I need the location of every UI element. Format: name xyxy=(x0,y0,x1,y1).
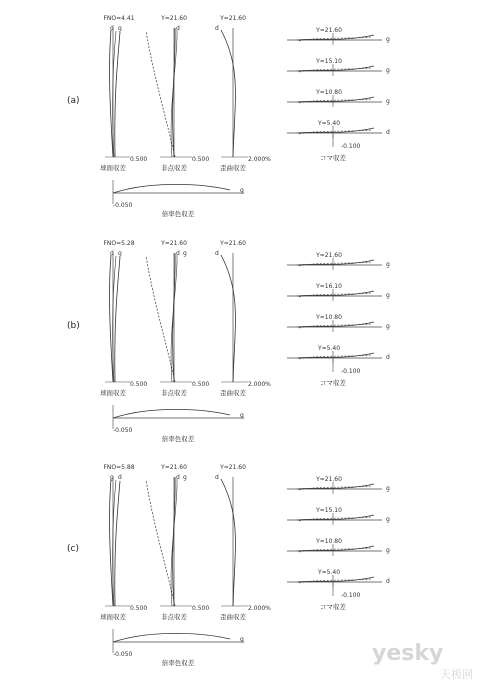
watermark-subtext: 天极网 xyxy=(440,668,473,681)
coma-curve-label: g xyxy=(386,323,390,330)
spherical-header: FNO=5.88 xyxy=(103,464,135,471)
spherical-curve-g xyxy=(115,32,120,157)
astigmatism-meridional xyxy=(146,480,175,606)
coma-height-label: Y=21.60 xyxy=(316,476,342,483)
spherical-tick: 0.500 xyxy=(130,605,148,612)
spherical-curve-label: g xyxy=(118,25,122,32)
distortion-caption: 歪曲収差 xyxy=(220,613,246,621)
panel-c xyxy=(67,464,390,667)
astigmatism-tick: 0.500 xyxy=(192,381,210,388)
distortion-curve-label: d xyxy=(215,250,219,257)
coma-height-label: Y=15.10 xyxy=(316,507,342,514)
astigmatism-tick: 0.500 xyxy=(192,156,210,163)
astigmatism-curve-label: g xyxy=(183,250,187,257)
panel-b xyxy=(67,240,390,443)
lateral-color-tick: -0.050 xyxy=(113,202,133,209)
astigmatism-caption: 非点収差 xyxy=(161,389,187,397)
spherical-tick: 0.500 xyxy=(130,156,148,163)
coma-height-label: Y=15.10 xyxy=(316,58,342,65)
astigmatism-meridional xyxy=(146,31,175,157)
lateral-color-caption: 倍率色収差 xyxy=(161,659,195,667)
spherical-curve-label: g xyxy=(110,474,114,481)
coma-curve-label: d xyxy=(386,129,390,136)
lateral-color-curve-label: g xyxy=(240,412,244,419)
distortion-caption: 歪曲収差 xyxy=(220,164,246,172)
watermark-logo xyxy=(372,641,473,681)
coma-height-label: Y=5.40 xyxy=(317,120,341,127)
coma-height-label: Y=10.80 xyxy=(316,89,342,96)
spherical-header: FNO=5.28 xyxy=(103,240,135,247)
coma-curve-label: g xyxy=(386,485,390,492)
distortion-tick: 2.000% xyxy=(248,156,271,163)
coma-curve-label: g xyxy=(386,547,390,554)
astigmatism-curve-label: d xyxy=(176,250,180,257)
lateral-color-caption: 倍率色収差 xyxy=(161,210,195,218)
coma-curve-label: d xyxy=(386,354,390,361)
coma-height-label: Y=10.80 xyxy=(316,314,342,321)
astigmatism-curve-label: d xyxy=(176,25,180,32)
coma-curve-label: g xyxy=(386,67,390,74)
astigmatism-header: Y=21.60 xyxy=(161,15,187,22)
panel-label: (c) xyxy=(67,544,79,554)
coma-curve-label: d xyxy=(386,578,390,585)
coma-height-label: Y=21.60 xyxy=(316,252,342,259)
coma-caption: コマ収差 xyxy=(320,603,346,611)
coma-tick: -0.100 xyxy=(341,368,361,375)
astigmatism-curve-label: d xyxy=(176,474,180,481)
lateral-color-caption: 倍率色収差 xyxy=(161,435,195,443)
lateral-color-tick: -0.050 xyxy=(113,427,133,434)
spherical-caption: 球面収差 xyxy=(100,389,126,397)
coma-height-label: Y=10.80 xyxy=(316,538,342,545)
spherical-header: FNO=4.41 xyxy=(103,15,135,22)
lateral-color-curve-g xyxy=(113,184,230,193)
coma-curve-label: g xyxy=(386,516,390,523)
panel-label: (a) xyxy=(67,96,80,106)
panel-a xyxy=(67,15,390,218)
astigmatism-tick: 0.500 xyxy=(192,605,210,612)
coma-caption: コマ収差 xyxy=(320,154,346,162)
panel-label: (b) xyxy=(67,321,80,331)
astigmatism-header: Y=21.60 xyxy=(161,240,187,247)
spherical-curve-label: g xyxy=(118,250,122,257)
distortion-curve-label: d xyxy=(215,474,219,481)
astigmatism-curve-label: g xyxy=(183,474,187,481)
astigmatism-header: Y=21.60 xyxy=(161,464,187,471)
spherical-curve-g xyxy=(115,257,120,382)
coma-height-label: Y=21.60 xyxy=(316,27,342,34)
coma-curve-label: g xyxy=(386,36,390,43)
spherical-caption: 球面収差 xyxy=(100,164,126,172)
lateral-color-curve-g xyxy=(113,633,230,642)
coma-tick: -0.100 xyxy=(341,592,361,599)
distortion-caption: 歪曲収差 xyxy=(220,389,246,397)
distortion-curve-label: d xyxy=(215,25,219,32)
distortion-header: Y=21.60 xyxy=(220,240,246,247)
lateral-color-curve-label: g xyxy=(240,187,244,194)
spherical-curve-g xyxy=(115,481,120,606)
lateral-color-curve-label: g xyxy=(240,636,244,643)
watermark-text: yesky xyxy=(372,641,444,666)
spherical-tick: 0.500 xyxy=(130,381,148,388)
spherical-curve-label: d xyxy=(118,474,122,481)
distortion-header: Y=21.60 xyxy=(220,464,246,471)
coma-height-label: Y=5.40 xyxy=(317,569,341,576)
distortion-tick: 2.000% xyxy=(248,605,271,612)
coma-curve-label: g xyxy=(386,98,390,105)
spherical-curve-label: d xyxy=(110,250,114,257)
coma-height-label: Y=16.10 xyxy=(316,283,342,290)
lateral-color-curve-g xyxy=(113,409,230,418)
coma-curve-label: g xyxy=(386,261,390,268)
coma-caption: コマ収差 xyxy=(320,379,346,387)
astigmatism-caption: 非点収差 xyxy=(161,164,187,172)
distortion-header: Y=21.60 xyxy=(220,15,246,22)
coma-curve-label: g xyxy=(386,292,390,299)
astigmatism-meridional xyxy=(146,256,175,382)
spherical-caption: 球面収差 xyxy=(100,613,126,621)
distortion-tick: 2.000% xyxy=(248,381,271,388)
coma-tick: -0.100 xyxy=(341,143,361,150)
astigmatism-caption: 非点収差 xyxy=(161,613,187,621)
lateral-color-tick: -0.050 xyxy=(113,651,133,658)
spherical-curve-label: d xyxy=(110,25,114,32)
coma-height-label: Y=5.40 xyxy=(317,345,341,352)
